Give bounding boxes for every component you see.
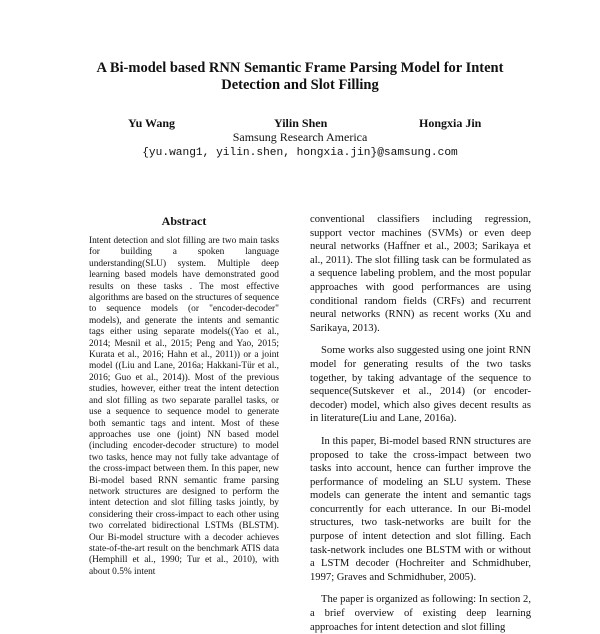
body-paragraph: In this paper, Bi-model based RNN structures are proposed to take the cross-impact between two tasks into account, hence can further improve the performance of modeling an SLU system. These models can generate the intent and semantic tags concurrently for each utterance. In our Bi-model structures, two task-networks are built for the purpose of intent detection and slot filling. Each task-network includes one BLSTM with or without a LSTM decoder (Hochreiter and Schmidhuber, 1997; Graves and Schmidhuber, 2005). — [310, 435, 531, 583]
body-paragraph: conventional classifiers including regression, support vector machines (SVMs) or even deep neural networks (Haffner et al., 2003; Sarikaya et al., 2011). The slot filling task can be formulated as a sequence labeling problem, and the most popular approaches with good performances are using conditional random fields (CRFs) and recurrent neural networks (RNN) as recent works (Xu and Sarikaya, 2013). — [310, 214, 531, 334]
introduction-column — [310, 213, 531, 634]
author-name: Yu Wang — [128, 116, 176, 130]
body-paragraph: The paper is organized as following: In section 2, a brief overview of existing deep learning approaches for intent detection and slot filling — [310, 594, 531, 633]
abstract-paragraph: Intent detection and slot filling are two main tasks for building a spoken language understanding(SLU) system. Multiple deep learning based models have demonstrated good results on these tasks . The most effective algorithms are based on the structures of sequence to sequence models (or "encoder-decoder" models), and generate the intents and semantic tags either using separate models((Yao et al., 2014; Mesnil et al., 2015; Peng and Yao, 2015; Kurata et al., 2016; Hahn et al., 2011)) or a joint model ((Liu and Lane, 2016a; Hakkani-Tür et al., 2016; Guo et al., 2014)). Most of the previous studies, however, either treat the intent detection and slot filling as two separate parallel tasks, or use a sequence to sequence model to generate both semantic tags and intent. Most of these approaches use one (joint) NN based model (including encoder-decoder structure) to model two tasks, hence may not fully take advantage of the cross-impact between them. In this paper, new Bi-model based RNN semantic frame parsing network structures are designed to perform the intent detection and slot filling tasks jointly, by considering their cross-impact to each other using two correlated bidirectional LSTMs (BLSTM). Our Bi-model structure with a decoder achieves state-of-the-art result on the benchmark ATIS data (Hemphill et al., 1990; Tur et al., 2010), with about 0.5% intent — [89, 236, 279, 577]
author-name: Hongxia Jin — [419, 116, 482, 130]
paper-title — [80, 60, 520, 94]
author-name: Yilin Shen — [274, 116, 328, 130]
abstract-heading: Abstract — [161, 214, 207, 228]
title-line-2: Detection and Slot Filling — [221, 77, 379, 93]
author-emails: {yu.wang1, yilin.shen, hongxia.jin}@samsung.com — [142, 147, 458, 159]
title-line-1: A Bi-model based RNN Semantic Frame Parsing Model for Intent — [96, 60, 504, 76]
affiliation: Samsung Research America — [232, 130, 368, 144]
abstract-body — [89, 236, 279, 578]
body-paragraph: Some works also suggested using one joint RNN model for generating results of the two tasks together, by taking advantage of the sequence to sequence(Sutskever et al., 2014) (or encoder-decoder) model, which also gives decent results as in literature(Liu and Lane, 2016a). — [310, 345, 531, 425]
